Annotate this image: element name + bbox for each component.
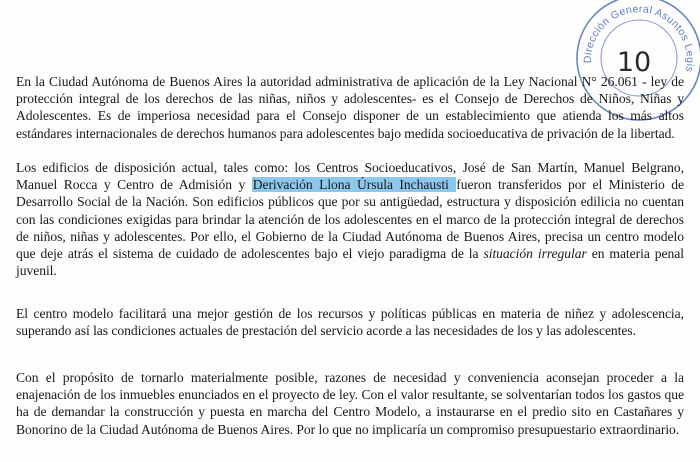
paragraph-4: Con el propósito de tornarlo materialmente posible, razones de necesidad y conveniencia aconsejan proceder a la enajenación de los inmuebles enunciados en el proyecto de ley. Con el valor resultante, se solventarían todos los gastos que ha de demandar la construcción y puesta en marcha del Centro Modelo, a instaurarse en el predio sito en Castañares y Bonorino de la Ciudad Autónoma de Buenos Aires. Por lo que no implicaría un compromiso presupuestario extraordinario. (16, 370, 684, 437)
paragraph-2-text-a: Los edificios de disposición actual, tales como: los Centros Socioeducativos, José de San Martín, Manuel Belgrano, Manuel Rocca y Centro de Admisión y (16, 160, 684, 193)
paragraph-2-text-b: fueron transferidos por el Ministerio de Desarrollo Social de la Nación. Son edificios públicos que por su antigüedad, estructura y disposición edilicia no cuentan con las condiciones exigidas para brindar la atención de los adolescentes en el marco de la protección integral de derechos de niños, niñas y adolescentes. Por ello, el Gobierno de la Ciudad Autónoma de Buenos Aires, precisa un centro modelo que deje atrás el sistema de cuidado de adolescentes bajo el viejo paradigma de la (16, 177, 684, 262)
stamp-number: 10 (616, 47, 652, 78)
paragraph-1: En la Ciudad Autónoma de Buenos Aires la autoridad administrativa de aplicación de la Ley Nacional N° 26.061 - ley de protección integral de los derechos de las niñas, niños y adolescentes- es el Consejo de Derechos de Niños, Niñas y Adolescentes. Es de imperiosa necesidad para el Consejo disponer de un establecimiento que atienda los más altos estándares internacionales de derechos humanos para adolescentes bajo medida socioeducativa de privación de la libertad. (16, 74, 684, 141)
stamp-text: Dirección General Asuntos Legis (581, 3, 696, 74)
paragraph-3: El centro modelo facilitará una mejor gestión de los recursos y políticas públicas en materia de niñez y adolescencia, superando así las condiciones actuales de prestación del servicio acorde a las necesidades de los y las adolescentes. (16, 306, 684, 339)
italic-term: situación irregular (483, 246, 587, 262)
paragraph-2-text-c: en materia penal juvenil. (16, 246, 684, 279)
highlighted-text: Derivación Llona Úrsula Inchausti (252, 177, 456, 193)
paragraph-2 (16, 159, 684, 279)
